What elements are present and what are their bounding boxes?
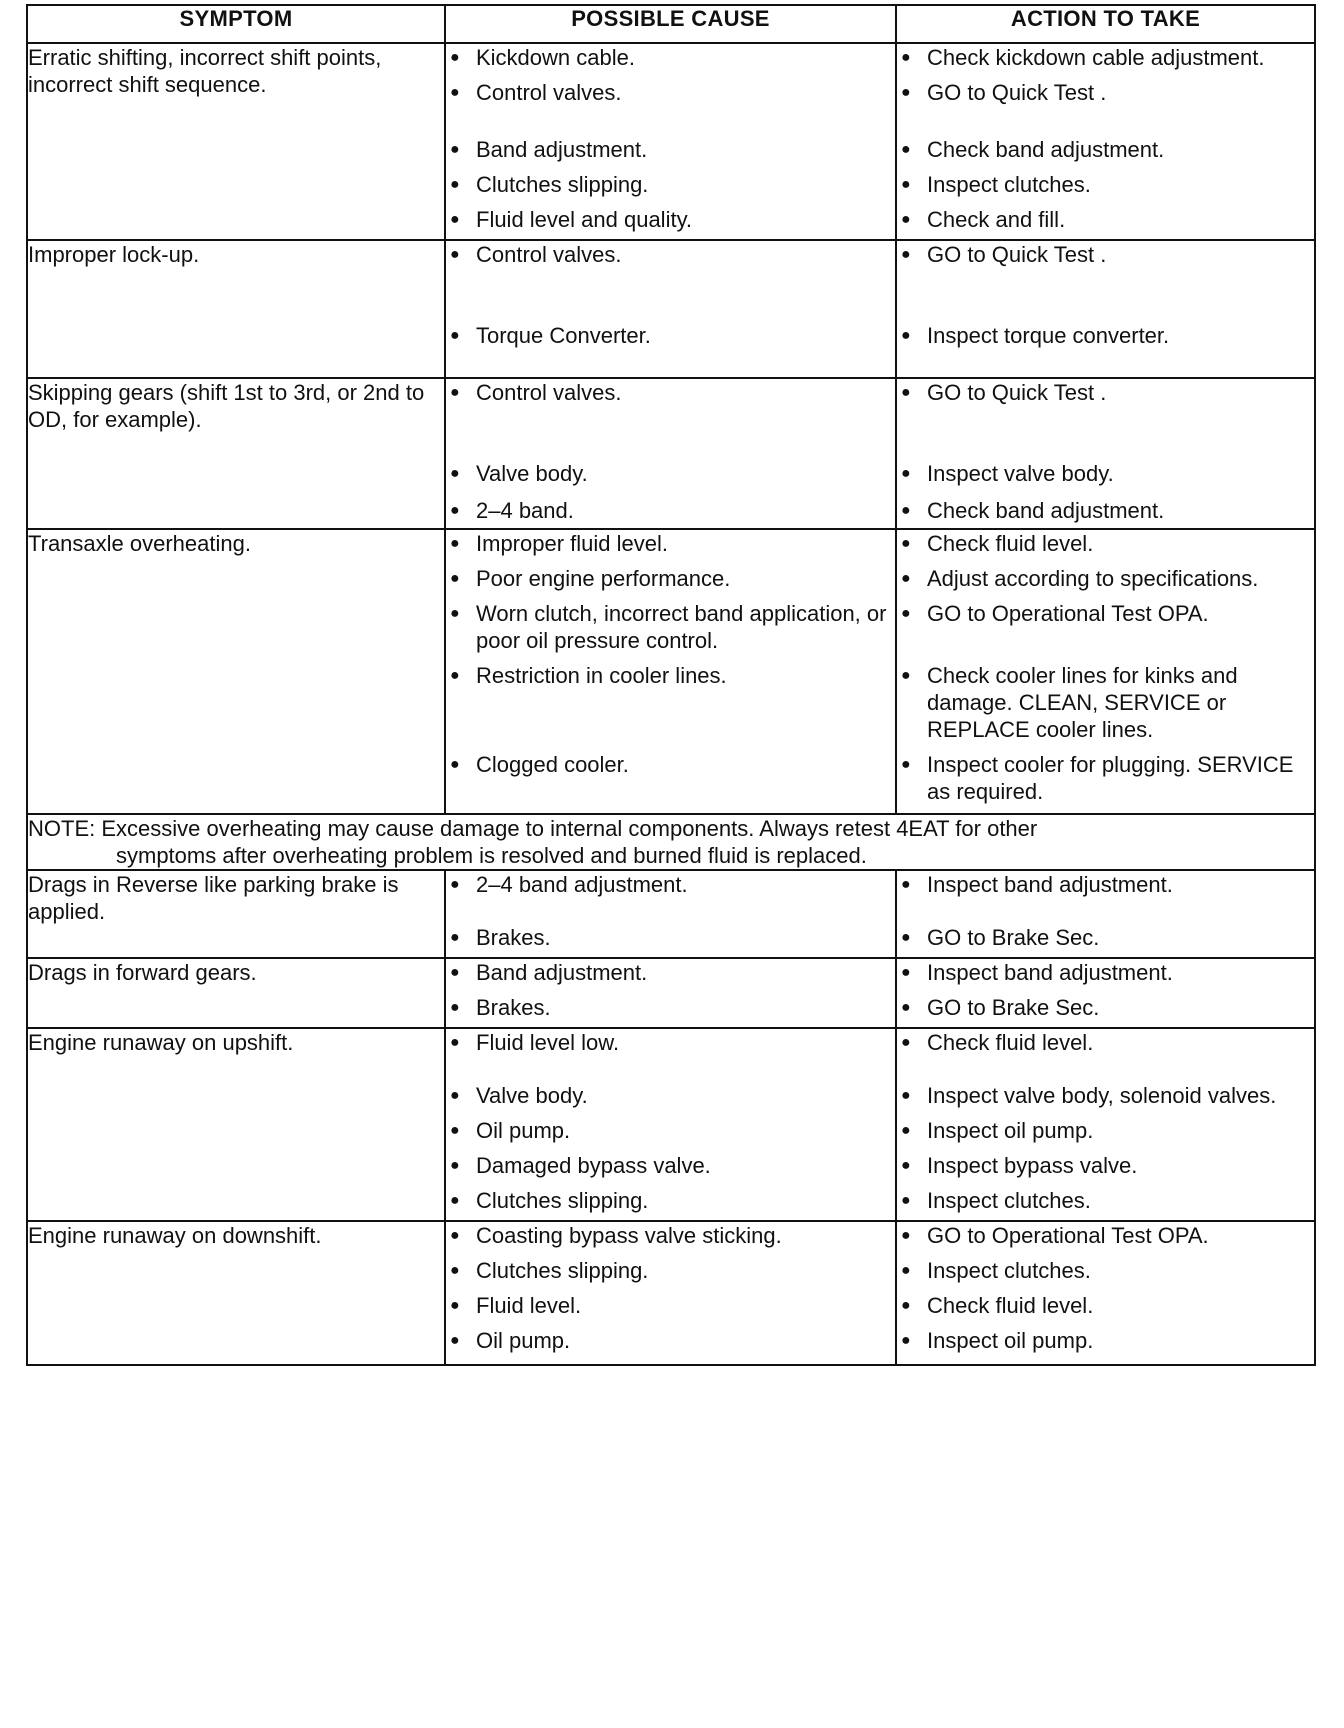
bullet-icon: ● bbox=[450, 1122, 460, 1139]
cause-item bbox=[446, 600, 895, 654]
note-cell bbox=[27, 814, 1315, 870]
symptom-cell bbox=[27, 529, 445, 814]
action-item bbox=[897, 1029, 1314, 1056]
action-item-text: GO to Brake Sec. bbox=[927, 925, 1100, 950]
bullet-icon: ● bbox=[450, 502, 460, 519]
bullet-icon: ● bbox=[901, 999, 911, 1016]
bullet-icon: ● bbox=[901, 465, 911, 482]
cause-item-text: 2–4 band adjustment. bbox=[476, 872, 688, 897]
action-item-text: Check cooler lines for kinks and damage. CLEAN, SERVICE or REPLACE cooler lines. bbox=[927, 663, 1238, 742]
bullet-icon: ● bbox=[450, 327, 460, 344]
symptom-cell bbox=[27, 43, 445, 240]
bullet-icon: ● bbox=[901, 756, 911, 773]
bullet-icon: ● bbox=[450, 1087, 460, 1104]
bullet-icon: ● bbox=[901, 1157, 911, 1174]
symptom-row bbox=[27, 529, 1315, 814]
symptom-cell bbox=[27, 870, 445, 958]
possible-cause-cell bbox=[445, 378, 896, 529]
action-item-text: Check fluid level. bbox=[927, 1030, 1094, 1055]
possible-cause-cell bbox=[445, 870, 896, 958]
cause-item bbox=[446, 530, 895, 557]
action-item bbox=[897, 136, 1314, 163]
action-item-text: GO to Brake Sec. bbox=[927, 995, 1100, 1020]
action-item-text: Inspect torque converter. bbox=[927, 323, 1170, 348]
bullet-icon: ● bbox=[901, 667, 911, 684]
cause-item bbox=[446, 379, 895, 406]
bullet-icon: ● bbox=[901, 502, 911, 519]
symptom-row bbox=[27, 240, 1315, 378]
bullet-icon: ● bbox=[450, 141, 460, 158]
cause-item-text: Coasting bypass valve sticking. bbox=[476, 1223, 782, 1248]
action-cell bbox=[896, 870, 1315, 958]
bullet-icon: ● bbox=[901, 141, 911, 158]
bullet-icon: ● bbox=[901, 49, 911, 66]
action-item bbox=[897, 79, 1314, 106]
action-item-text: Inspect cooler for plugging. SERVICE as required. bbox=[927, 752, 1294, 804]
cause-item bbox=[446, 662, 895, 743]
bullet-icon: ● bbox=[450, 1227, 460, 1244]
table-body-upper bbox=[27, 43, 1315, 814]
action-item-text: Inspect valve body. bbox=[927, 461, 1114, 486]
bullet-icon: ● bbox=[450, 1034, 460, 1051]
action-item-text: Adjust according to specifications. bbox=[927, 566, 1259, 591]
bullet-icon: ● bbox=[901, 1262, 911, 1279]
bullet-icon: ● bbox=[450, 570, 460, 587]
cause-item-text: Control valves. bbox=[476, 80, 622, 105]
bullet-icon: ● bbox=[901, 1297, 911, 1314]
cause-item bbox=[446, 1187, 895, 1214]
diagnosis-page bbox=[26, 4, 1314, 1366]
header-action-to-take: ACTION TO TAKE bbox=[896, 5, 1315, 43]
cause-item-text: Restriction in cooler lines. bbox=[476, 663, 727, 688]
symptom-text: Engine runaway on downshift. bbox=[28, 1223, 322, 1248]
action-cell bbox=[896, 240, 1315, 378]
symptom-text: Transaxle overheating. bbox=[28, 531, 251, 556]
bullet-icon: ● bbox=[450, 999, 460, 1016]
cause-item-text: Control valves. bbox=[476, 380, 622, 405]
action-item-text: Inspect clutches. bbox=[927, 1258, 1091, 1283]
bullet-icon: ● bbox=[901, 176, 911, 193]
cause-item bbox=[446, 1222, 895, 1249]
symptom-row bbox=[27, 43, 1315, 240]
bullet-icon: ● bbox=[450, 49, 460, 66]
symptom-text: Drags in Reverse like parking brake is applied. bbox=[28, 872, 399, 924]
bullet-icon: ● bbox=[901, 1122, 911, 1139]
action-item-text: Check band adjustment. bbox=[927, 498, 1165, 523]
bullet-icon: ● bbox=[450, 1192, 460, 1209]
symptom-cell bbox=[27, 240, 445, 378]
cause-item bbox=[446, 1152, 895, 1179]
bullet-icon: ● bbox=[450, 84, 460, 101]
action-item bbox=[897, 1082, 1314, 1109]
cause-item-text: Valve body. bbox=[476, 461, 588, 486]
bullet-icon: ● bbox=[450, 605, 460, 622]
cause-item-text: Improper fluid level. bbox=[476, 531, 668, 556]
action-item bbox=[897, 171, 1314, 198]
action-item bbox=[897, 460, 1314, 487]
cause-item-text: Kickdown cable. bbox=[476, 45, 635, 70]
action-item bbox=[897, 871, 1314, 898]
action-item-text: Inspect bypass valve. bbox=[927, 1153, 1138, 1178]
cause-item bbox=[446, 322, 895, 349]
bullet-icon: ● bbox=[901, 929, 911, 946]
action-item-text: Inspect valve body, solenoid valves. bbox=[927, 1083, 1277, 1108]
action-item-text: Check kickdown cable adjustment. bbox=[927, 45, 1265, 70]
cause-item-text: Clutches slipping. bbox=[476, 1188, 649, 1213]
symptom-row bbox=[27, 958, 1315, 1028]
action-item-text: Check fluid level. bbox=[927, 1293, 1094, 1318]
symptom-text: Engine runaway on upshift. bbox=[28, 1030, 294, 1055]
cause-item bbox=[446, 1117, 895, 1144]
symptom-cell bbox=[27, 1028, 445, 1221]
cause-item-text: Band adjustment. bbox=[476, 137, 648, 162]
action-cell bbox=[896, 43, 1315, 240]
action-item-text: Check band adjustment. bbox=[927, 137, 1165, 162]
bullet-icon: ● bbox=[450, 876, 460, 893]
cause-item bbox=[446, 171, 895, 198]
note-section bbox=[27, 814, 1315, 870]
bullet-icon: ● bbox=[901, 1192, 911, 1209]
bullet-icon: ● bbox=[901, 84, 911, 101]
bullet-icon: ● bbox=[450, 1157, 460, 1174]
action-item-text: Check and fill. bbox=[927, 207, 1066, 232]
bullet-icon: ● bbox=[450, 1262, 460, 1279]
action-item bbox=[897, 322, 1314, 349]
bullet-icon: ● bbox=[901, 535, 911, 552]
note-row bbox=[27, 814, 1315, 870]
symptom-text: Erratic shifting, incorrect shift points, incorrect shift sequence. bbox=[28, 45, 382, 97]
action-item-text: Inspect oil pump. bbox=[927, 1328, 1094, 1353]
bullet-icon: ● bbox=[450, 211, 460, 228]
action-item bbox=[897, 751, 1314, 805]
action-item bbox=[897, 530, 1314, 557]
table-body-lower bbox=[27, 870, 1315, 1365]
cause-item bbox=[446, 871, 895, 898]
action-item bbox=[897, 662, 1314, 743]
cause-item-text: Brakes. bbox=[476, 925, 551, 950]
cause-item-text: Torque Converter. bbox=[476, 323, 651, 348]
note-line-1: NOTE: Excessive overheating may cause damage to internal components. Always retest 4EAT for other bbox=[28, 816, 1038, 841]
cause-item bbox=[446, 497, 895, 524]
cause-item bbox=[446, 1327, 895, 1354]
action-item bbox=[897, 1327, 1314, 1354]
cause-item-text: Fluid level. bbox=[476, 1293, 582, 1318]
bullet-icon: ● bbox=[450, 964, 460, 981]
cause-item bbox=[446, 136, 895, 163]
action-item bbox=[897, 497, 1314, 524]
cause-item bbox=[446, 1082, 895, 1109]
cause-item-text: Clogged cooler. bbox=[476, 752, 629, 777]
symptom-row bbox=[27, 378, 1315, 529]
cause-item bbox=[446, 1029, 895, 1056]
bullet-icon: ● bbox=[450, 246, 460, 263]
action-item bbox=[897, 379, 1314, 406]
possible-cause-cell bbox=[445, 240, 896, 378]
symptom-row bbox=[27, 870, 1315, 958]
cause-item-text: Poor engine performance. bbox=[476, 566, 731, 591]
bullet-icon: ● bbox=[450, 465, 460, 482]
action-cell bbox=[896, 1028, 1315, 1221]
action-item-text: Inspect band adjustment. bbox=[927, 960, 1173, 985]
bullet-icon: ● bbox=[901, 1034, 911, 1051]
action-item bbox=[897, 206, 1314, 233]
cause-item-text: Oil pump. bbox=[476, 1118, 571, 1143]
bullet-icon: ● bbox=[450, 1332, 460, 1349]
action-item-text: GO to Operational Test OPA. bbox=[927, 1223, 1209, 1248]
cause-item-text: Worn clutch, incorrect band application, or poor oil pressure control. bbox=[476, 601, 887, 653]
action-item bbox=[897, 241, 1314, 268]
cause-item bbox=[446, 959, 895, 986]
bullet-icon: ● bbox=[901, 1227, 911, 1244]
possible-cause-cell bbox=[445, 529, 896, 814]
note-line-2: symptoms after overheating problem is resolved and burned fluid is replaced. bbox=[116, 843, 867, 868]
cause-item bbox=[446, 44, 895, 71]
bullet-icon: ● bbox=[450, 1297, 460, 1314]
bullet-icon: ● bbox=[901, 246, 911, 263]
action-item-text: Inspect clutches. bbox=[927, 1188, 1091, 1213]
header-symptom: SYMPTOM bbox=[27, 5, 445, 43]
bullet-icon: ● bbox=[901, 605, 911, 622]
symptom-cell bbox=[27, 958, 445, 1028]
bullet-icon: ● bbox=[901, 1332, 911, 1349]
cause-item bbox=[446, 241, 895, 268]
action-item bbox=[897, 994, 1314, 1021]
action-item bbox=[897, 600, 1314, 654]
bullet-icon: ● bbox=[450, 535, 460, 552]
cause-item bbox=[446, 994, 895, 1021]
action-item-text: GO to Quick Test . bbox=[927, 242, 1107, 267]
action-cell bbox=[896, 378, 1315, 529]
action-item-text: GO to Quick Test . bbox=[927, 380, 1107, 405]
action-item bbox=[897, 1187, 1314, 1214]
cause-item-text: Band adjustment. bbox=[476, 960, 648, 985]
symptom-text: Drags in forward gears. bbox=[28, 960, 257, 985]
cause-item-text: Fluid level and quality. bbox=[476, 207, 693, 232]
action-item bbox=[897, 44, 1314, 71]
action-item-text: Inspect oil pump. bbox=[927, 1118, 1094, 1143]
possible-cause-cell bbox=[445, 1221, 896, 1365]
cause-item-text: 2–4 band. bbox=[476, 498, 574, 523]
cause-item bbox=[446, 924, 895, 951]
action-item bbox=[897, 565, 1314, 592]
action-item bbox=[897, 1222, 1314, 1249]
action-item bbox=[897, 1117, 1314, 1144]
bullet-icon: ● bbox=[450, 756, 460, 773]
action-item bbox=[897, 1152, 1314, 1179]
action-item-text: GO to Operational Test OPA. bbox=[927, 601, 1209, 626]
action-item-text: GO to Quick Test . bbox=[927, 80, 1107, 105]
cause-item bbox=[446, 79, 895, 106]
cause-item-text: Clutches slipping. bbox=[476, 172, 649, 197]
cause-item bbox=[446, 460, 895, 487]
action-item-text: Check fluid level. bbox=[927, 531, 1094, 556]
action-item bbox=[897, 1292, 1314, 1319]
header-possible-cause: POSSIBLE CAUSE bbox=[445, 5, 896, 43]
bullet-icon: ● bbox=[901, 1087, 911, 1104]
possible-cause-cell bbox=[445, 958, 896, 1028]
action-cell bbox=[896, 529, 1315, 814]
cause-item-text: Brakes. bbox=[476, 995, 551, 1020]
cause-item-text: Fluid level low. bbox=[476, 1030, 620, 1055]
action-cell bbox=[896, 958, 1315, 1028]
action-item bbox=[897, 1257, 1314, 1284]
cause-item-text: Damaged bypass valve. bbox=[476, 1153, 711, 1178]
symptom-row bbox=[27, 1028, 1315, 1221]
action-item-text: Inspect clutches. bbox=[927, 172, 1091, 197]
cause-item bbox=[446, 1292, 895, 1319]
symptom-text: Improper lock-up. bbox=[28, 242, 200, 267]
action-item bbox=[897, 959, 1314, 986]
cause-item bbox=[446, 751, 895, 805]
bullet-icon: ● bbox=[901, 570, 911, 587]
bullet-icon: ● bbox=[450, 384, 460, 401]
cause-item bbox=[446, 565, 895, 592]
symptom-cell bbox=[27, 1221, 445, 1365]
symptom-cell bbox=[27, 378, 445, 529]
cause-item bbox=[446, 1257, 895, 1284]
bullet-icon: ● bbox=[901, 876, 911, 893]
cause-item-text: Clutches slipping. bbox=[476, 1258, 649, 1283]
header-row bbox=[27, 5, 1315, 43]
action-item-text: Inspect band adjustment. bbox=[927, 872, 1173, 897]
action-cell bbox=[896, 1221, 1315, 1365]
cause-item-text: Control valves. bbox=[476, 242, 622, 267]
possible-cause-cell bbox=[445, 43, 896, 240]
bullet-icon: ● bbox=[450, 929, 460, 946]
cause-item-text: Valve body. bbox=[476, 1083, 588, 1108]
diagnosis-table bbox=[26, 4, 1316, 1366]
cause-item bbox=[446, 206, 895, 233]
cause-item-text: Oil pump. bbox=[476, 1328, 571, 1353]
bullet-icon: ● bbox=[450, 176, 460, 193]
symptom-text: Skipping gears (shift 1st to 3rd, or 2nd to OD, for example). bbox=[28, 380, 425, 432]
bullet-icon: ● bbox=[901, 964, 911, 981]
bullet-icon: ● bbox=[901, 327, 911, 344]
action-item bbox=[897, 924, 1314, 951]
symptom-row bbox=[27, 1221, 1315, 1365]
bullet-icon: ● bbox=[901, 384, 911, 401]
bullet-icon: ● bbox=[901, 211, 911, 228]
possible-cause-cell bbox=[445, 1028, 896, 1221]
bullet-icon: ● bbox=[450, 667, 460, 684]
